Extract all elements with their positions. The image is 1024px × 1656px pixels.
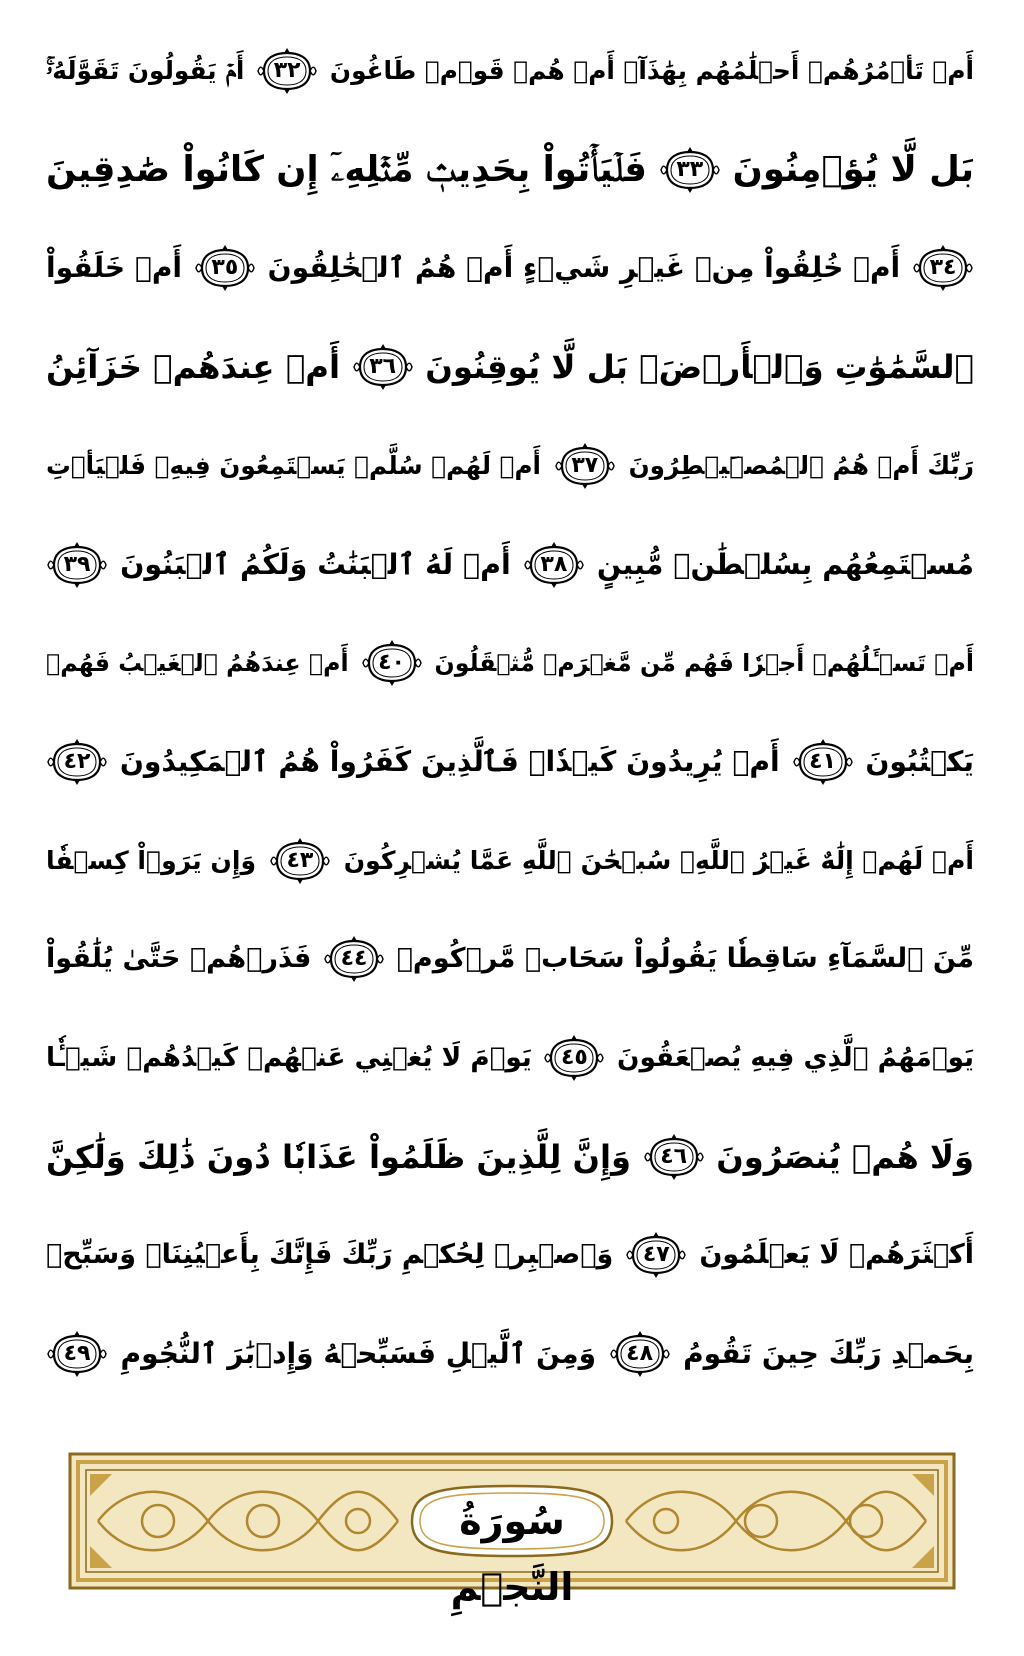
ayah-number-marker: [912, 244, 974, 292]
verse-text: رَبِّكَ أَمۡ هُمُ ٱلۡمُصَۜيۡطِرُونَ: [628, 451, 974, 480]
verse-text: وَلَا هُمۡ يُنصَرُونَ: [716, 1138, 974, 1176]
ayah-number-marker: [323, 935, 385, 983]
ayah-number-marker: [625, 1231, 687, 1279]
ayah-number: ٤٧: [642, 1242, 670, 1267]
verse-line: [46, 1306, 974, 1402]
verse-text: وَمِنَ ٱلَّيۡلِ فَسَبِّحۡهُ وَإِدۡبَٰرَ ٱلنُّجُومِ: [120, 1337, 597, 1370]
verse-text: وَٱصۡبِرۡ لِحُكۡمِ رَبِّكَ فَإِنَّكَ بِأَعۡيُنِنَاۖ وَسَبِّحۡ: [46, 1239, 614, 1270]
verse-text: أَمۡ تَأۡمُرُهُمۡ أَحۡلَٰمُهُم بِهَٰذَآۚ أَمۡ هُمۡ قَوۡمٞ طَاغُونَ: [329, 56, 974, 85]
verse-text: ٱلسَّمَٰوَٰتِ وَٱلۡأَرۡضَۚ بَل لَّا يُوقِنُونَ: [425, 348, 974, 386]
verse-line: [46, 1207, 974, 1303]
verse-line: [46, 23, 974, 119]
verse-text: يَكۡتُبُونَ: [865, 745, 974, 778]
verse-text: أَمۡ لَهُمۡ سُلَّمٞ يَسۡتَمِعُونَ فِيهِۖ فَلۡيَأۡتِ: [46, 451, 542, 480]
verse-text: يَوۡمَ لَا يُغۡنِي عَنۡهُمۡ كَيۡدُهُمۡ شَيۡـٔٗا: [46, 1043, 532, 1073]
ayah-number: ٤٤: [340, 946, 368, 971]
ayah-number: ٤٩: [63, 1341, 91, 1366]
ayah-number: ٤٥: [560, 1045, 588, 1070]
ayah-number-marker: [643, 1133, 705, 1181]
verse-line: [46, 517, 974, 613]
verse-text: وَإِن يَرَوۡاْ كِسۡفٗا: [46, 846, 257, 875]
verse-line: [46, 220, 974, 316]
ayah-number: ٣٥: [211, 255, 239, 280]
ayah-number: ٣٢: [273, 58, 301, 83]
verse-text: أَمۡ لَهُ ٱلۡبَنَٰتُ وَلَكُمُ ٱلۡبَنُونَ: [120, 548, 511, 581]
verse-text: أَمۡ خُلِقُواْ مِنۡ غَيۡرِ شَيۡءٍ أَمۡ هُمُ ٱلۡخَٰلِقُونَ: [267, 251, 901, 284]
verse-text: أَمۡ تَسۡـَٔلُهُمۡ أَجۡرٗا فَهُم مِّن مَّغۡرَمٖ مُّثۡقَلُونَ: [434, 649, 974, 677]
ayah-number: ٤٣: [286, 848, 314, 873]
verse-text: يَوۡمَهُمُ ٱلَّذِي فِيهِ يُصۡعَقُونَ: [617, 1043, 974, 1073]
ayah-number-marker: [352, 343, 414, 391]
verse-text: أَمۡ عِندَهُمۡ خَزَآئِنُ: [46, 348, 341, 386]
verse-text: أَمۡ خَلَقُواْ: [46, 251, 183, 284]
ayah-number: ٣٩: [63, 552, 91, 577]
verse-line: [46, 1010, 974, 1106]
ayah-number-marker: [523, 541, 585, 589]
ayah-number-marker: [659, 146, 721, 194]
verse-line: [46, 615, 974, 711]
ayah-number-marker: [609, 1330, 671, 1378]
verse-text: بَل لَّا يُؤۡمِنُونَ: [732, 149, 974, 190]
ayah-number: ٣٣: [676, 157, 704, 182]
ayah-number-marker: [792, 738, 854, 786]
ayah-number-marker: [269, 837, 331, 885]
verse-text: أَكۡثَرَهُمۡ لَا يَعۡلَمُونَ: [699, 1239, 974, 1270]
ayah-number: ٤٢: [63, 749, 91, 774]
verse-line: [46, 813, 974, 909]
ayah-number: ٣٤: [929, 255, 957, 280]
verse-text: أَمۡ عِندَهُمُ ٱلۡغَيۡبُ فَهُمۡ: [46, 649, 349, 677]
verse-line: [46, 122, 974, 218]
ayah-number-marker: [543, 1034, 605, 1082]
ayah-number-marker: [554, 442, 616, 490]
verse-text: مِّنَ ٱلسَّمَآءِ سَاقِطٗا يَقُولُواْ سَحَابٞ مَّرۡكُومٞ: [396, 943, 974, 974]
ayah-number: ٤١: [809, 749, 836, 774]
surah-title: سُورَةُ النَّجۡمِ: [450, 1499, 574, 1609]
ayah-number-marker: [46, 541, 108, 589]
ayah-number-marker: [46, 1330, 108, 1378]
ayah-number: ٤٦: [660, 1144, 688, 1169]
verse-line: [46, 1109, 974, 1205]
verse-text: فَذَرۡهُمۡ حَتَّىٰ يُلَٰقُواْ: [46, 943, 312, 974]
ayah-number: ٣٧: [571, 453, 599, 478]
verse-line: [46, 418, 974, 514]
verse-text: أَمۡ يُرِيدُونَ كَيۡدٗاۖ فَٱلَّذِينَ كَفَرُواْ هُمُ ٱلۡمَكِيدُونَ: [119, 745, 780, 778]
ayah-number-marker: [194, 244, 256, 292]
verse-text: بِحَمۡدِ رَبِّكَ حِينَ تَقُومُ: [683, 1337, 974, 1370]
verse-line: [46, 714, 974, 810]
ayah-number: ٣٦: [369, 354, 397, 379]
verse-text: مُسۡتَمِعُهُم بِسُلۡطَٰنٖ مُّبِينٍ: [596, 548, 974, 581]
ayah-number: ٣٨: [540, 552, 568, 577]
ayah-number: ٤٠: [378, 650, 405, 675]
verse-text: أَمۡ يَقُولُونَ تَقَوَّلَهُۥۚ: [46, 56, 245, 85]
ayah-number: ٤٨: [626, 1341, 654, 1366]
verse-text: وَإِنَّ لِلَّذِينَ ظَلَمُواْ عَذَابٗا دُونَ ذَٰلِكَ وَلَٰكِنَّ: [46, 1138, 632, 1176]
verse-line: [46, 319, 974, 415]
verse-text: فَلۡيَأۡتُواْ بِحَدِيثٖ مِّثۡلِهِۦٓ إِن كَانُواْ صَٰدِقِينَ: [46, 149, 647, 190]
ayah-number-marker: [46, 738, 108, 786]
surah-header-banner: [68, 1452, 956, 1609]
verse-line: [46, 911, 974, 1007]
ayah-number-marker: [256, 47, 318, 95]
ayah-number-marker: [361, 639, 423, 687]
verse-text: أَمۡ لَهُمۡ إِلَٰهٌ غَيۡرُ ٱللَّهِۚ سُبۡحَٰنَ ٱللَّهِ عَمَّا يُشۡرِكُونَ: [343, 846, 974, 875]
